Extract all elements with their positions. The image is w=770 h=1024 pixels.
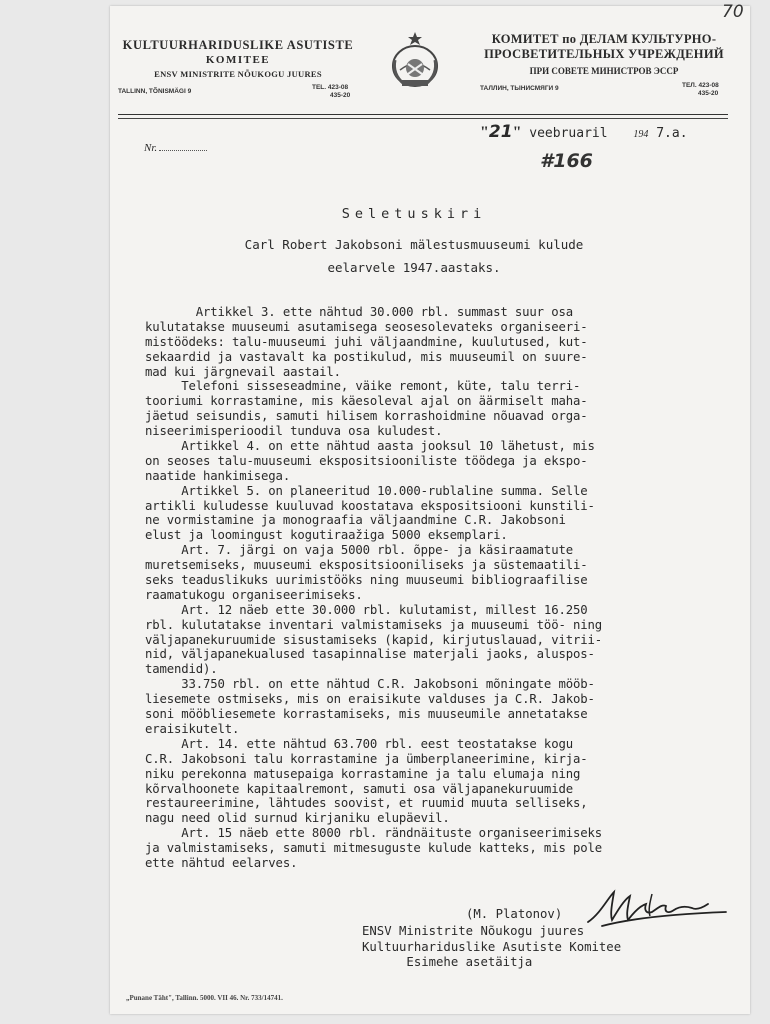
letterhead-left-tel	[312, 84, 350, 100]
left-tel-2: 435-20	[330, 92, 351, 99]
body-line: tamendid).	[145, 662, 218, 677]
body-line: 33.750 rbl. on ette nähtud C.R. Jakobsoni mõningate mööb-	[145, 677, 595, 692]
body-line: soni mööbliesemete korrastamiseks, mis muuseumile annetatakse	[145, 707, 588, 722]
body-line: rbl. kulutatakse inventari valmistamiseks ja muuseumi töö- ning	[145, 617, 602, 632]
body-line: Telefoni sisseseadmine, väike remont, küte, talu terri-	[145, 379, 581, 394]
letterhead-right-line1: КОМИТЕТ по ДЕЛАМ КУЛЬТУРНО-	[491, 32, 717, 46]
body-line: tooriumi korrastamine, mis käesoleval ajal on äärmiselt maha-	[145, 394, 588, 409]
body-line: Art. 12 näeb ette 30.000 rbl. kulutamist, millest 16.250	[145, 602, 588, 617]
body-line: artikli kuludesse kuuluvad koostatava ekspositsiooni kunstili-	[145, 498, 595, 513]
letterhead-left-address: TALLINN, TÕNISMÄGI 9	[118, 88, 192, 95]
printer-footer: „Punane Täht", Tallinn. 5000. VII 46. Nr. 733/14741.	[126, 994, 283, 1002]
right-tel-2: 435-20	[698, 90, 719, 97]
body-line: mad kui järgnevail aastail.	[145, 364, 341, 379]
header-rule-thin	[118, 118, 728, 119]
nr-blank-line	[159, 150, 207, 151]
body-line: niseerimisperioodil tunduva osa kuludest.	[145, 424, 443, 439]
page-number: 70	[722, 2, 744, 22]
body-line: Artikkel 4. on ette nähtud aasta jooksul 10 lähetust, mis	[145, 439, 595, 454]
right-tel-1: 423-08	[698, 82, 719, 89]
date-year-prefix: 194	[633, 129, 649, 140]
left-tel-1: 423-08	[327, 84, 349, 91]
body-line: väljapanekuruumide sisustamiseks (kapid, kirjutuslauad, vitrii-	[145, 632, 602, 647]
signatory-title-line3: Esimehe asetäitja	[362, 955, 533, 969]
body-line: ne vormistamine ja monograafia väljaandmine C.R. Jakobsoni	[145, 513, 566, 528]
date-quote-close: "	[512, 124, 522, 141]
estonian-ssr-coat-of-arms-icon	[386, 30, 444, 94]
left-tel-label: TEL.	[312, 84, 327, 91]
body-line: kõrvalhoonete kapitaalremont, samuti osa väljapanekuruumide	[145, 781, 573, 796]
body-line: muretsemiseks, muuseumi ekspositsiooniliseks ja süstemaatili-	[145, 558, 588, 573]
body-line: restaureerimine, lähtudes soovist, et ruumid muuta selliseks,	[145, 796, 588, 811]
body-line: Art. 7. järgi on vaja 5000 rbl. õppe- ja käsiraamatute	[145, 543, 573, 558]
letterhead-left-line2: KOMITEE	[205, 54, 271, 66]
document-body	[145, 305, 745, 871]
document-subtitle-line1: Carl Robert Jakobsoni mälestusmuuseumi kulude	[244, 237, 584, 252]
body-line: mistöödeks: talu-muuseumi juhi väljaandmine, kuulutused, kut-	[145, 334, 588, 349]
date-quote-open: "	[480, 124, 489, 141]
body-line: liesemete ostmiseks, mis on eraisikute valduses ja C.R. Jakob-	[145, 692, 595, 707]
right-tel-label: ТЕЛ.	[682, 82, 697, 89]
body-line: Artikkel 3. ette nähtud 30.000 rbl. summast suur osa	[145, 305, 573, 319]
document-number-field	[144, 142, 207, 154]
nr-label: Nr.	[144, 142, 158, 154]
signatory-title-line1: ENSV Ministrite Nõukogu juures	[362, 924, 585, 938]
date-month: veebruaril	[529, 126, 608, 141]
letterhead-left-line1: KULTUURHARIDUSLIKE ASUTISTE	[122, 38, 354, 52]
letterhead-right-address: ТАЛЛИН, ТЫНИСМЯГИ 9	[480, 85, 559, 92]
letterhead-left-line3: ENSV MINISTRITE NÕUKOGU JUURES	[154, 69, 322, 79]
header-rule	[118, 114, 728, 115]
body-line: raamatukogu organiseerimiseks.	[145, 587, 363, 602]
body-line: kulutatakse muuseumi asutamisega seosesolevateks organiseeri-	[145, 319, 588, 334]
body-line: nagu need olid surnud kirjaniku elupäevil.	[145, 811, 450, 826]
letterhead-right-line2: ПРОСВЕТИТЕЛЬНЫХ УЧРЕЖДЕНИЙ	[484, 47, 724, 61]
body-line: naatide hankimisega.	[145, 468, 291, 483]
letterhead-right	[478, 32, 730, 76]
document-subtitle-line2: eelarvele 1947.aastaks.	[327, 260, 501, 275]
date-year-suffix: 7.a.	[656, 126, 688, 141]
body-line: ette nähtud eelarves.	[145, 855, 298, 870]
letterhead-left	[118, 38, 358, 79]
body-line: jäetud seisundis, samuti hilisem korrashoidmine nõuavad orga-	[145, 409, 588, 424]
body-line: elust ja loomingust kogutiraažiga 5000 eksemplari.	[145, 528, 508, 543]
document-date	[480, 122, 688, 142]
signatory-name: (M. Platonov)	[466, 907, 563, 921]
document-title: Seletuskiri	[341, 206, 487, 222]
body-line: Art. 14. ette nähtud 63.700 rbl. eest teostatakse kogu	[145, 736, 573, 751]
signatory-title	[362, 924, 621, 971]
body-line: on seoses talu-muuseumi ekspositsiooniliste töödega ja ekspo-	[145, 453, 588, 468]
body-line: nid, väljapanekualused tasapinnalise materjali jaoks, aluspos-	[145, 647, 595, 662]
body-line: seks teaduslikuks uurimistööks ning muuseumi bibliograafilise	[145, 573, 588, 588]
body-line: ja valmistamiseks, samuti mitmesuguste kulude katteks, mis pole	[145, 841, 602, 856]
letterhead-right-line3: ПРИ СОВЕТЕ МИНИСТРОВ ЭССР	[529, 66, 679, 76]
date-day: 21	[488, 122, 513, 142]
signatory-title-line2: Kultuurhariduslike Asutiste Komitee	[362, 939, 622, 954]
letterhead-right-tel	[682, 82, 719, 98]
body-line: Artikkel 5. on planeeritud 10.000-rublaline summa. Selle	[145, 483, 588, 498]
body-line: C.R. Jakobsoni talu korrastamine ja ümberplaneerimine, kirja-	[145, 751, 588, 766]
body-line: Art. 15 näeb ette 8000 rbl. rändnäituste organiseerimiseks	[145, 826, 602, 841]
body-line: niku perekonna matusepaiga korrastamine ja talu elumaja ning	[145, 766, 581, 781]
registration-number: #166	[540, 150, 593, 172]
body-line: eraisikutelt.	[145, 721, 240, 736]
body-line: sekaardid ja vastavalt ka postikulud, mis muuseumil on suure-	[145, 349, 588, 364]
